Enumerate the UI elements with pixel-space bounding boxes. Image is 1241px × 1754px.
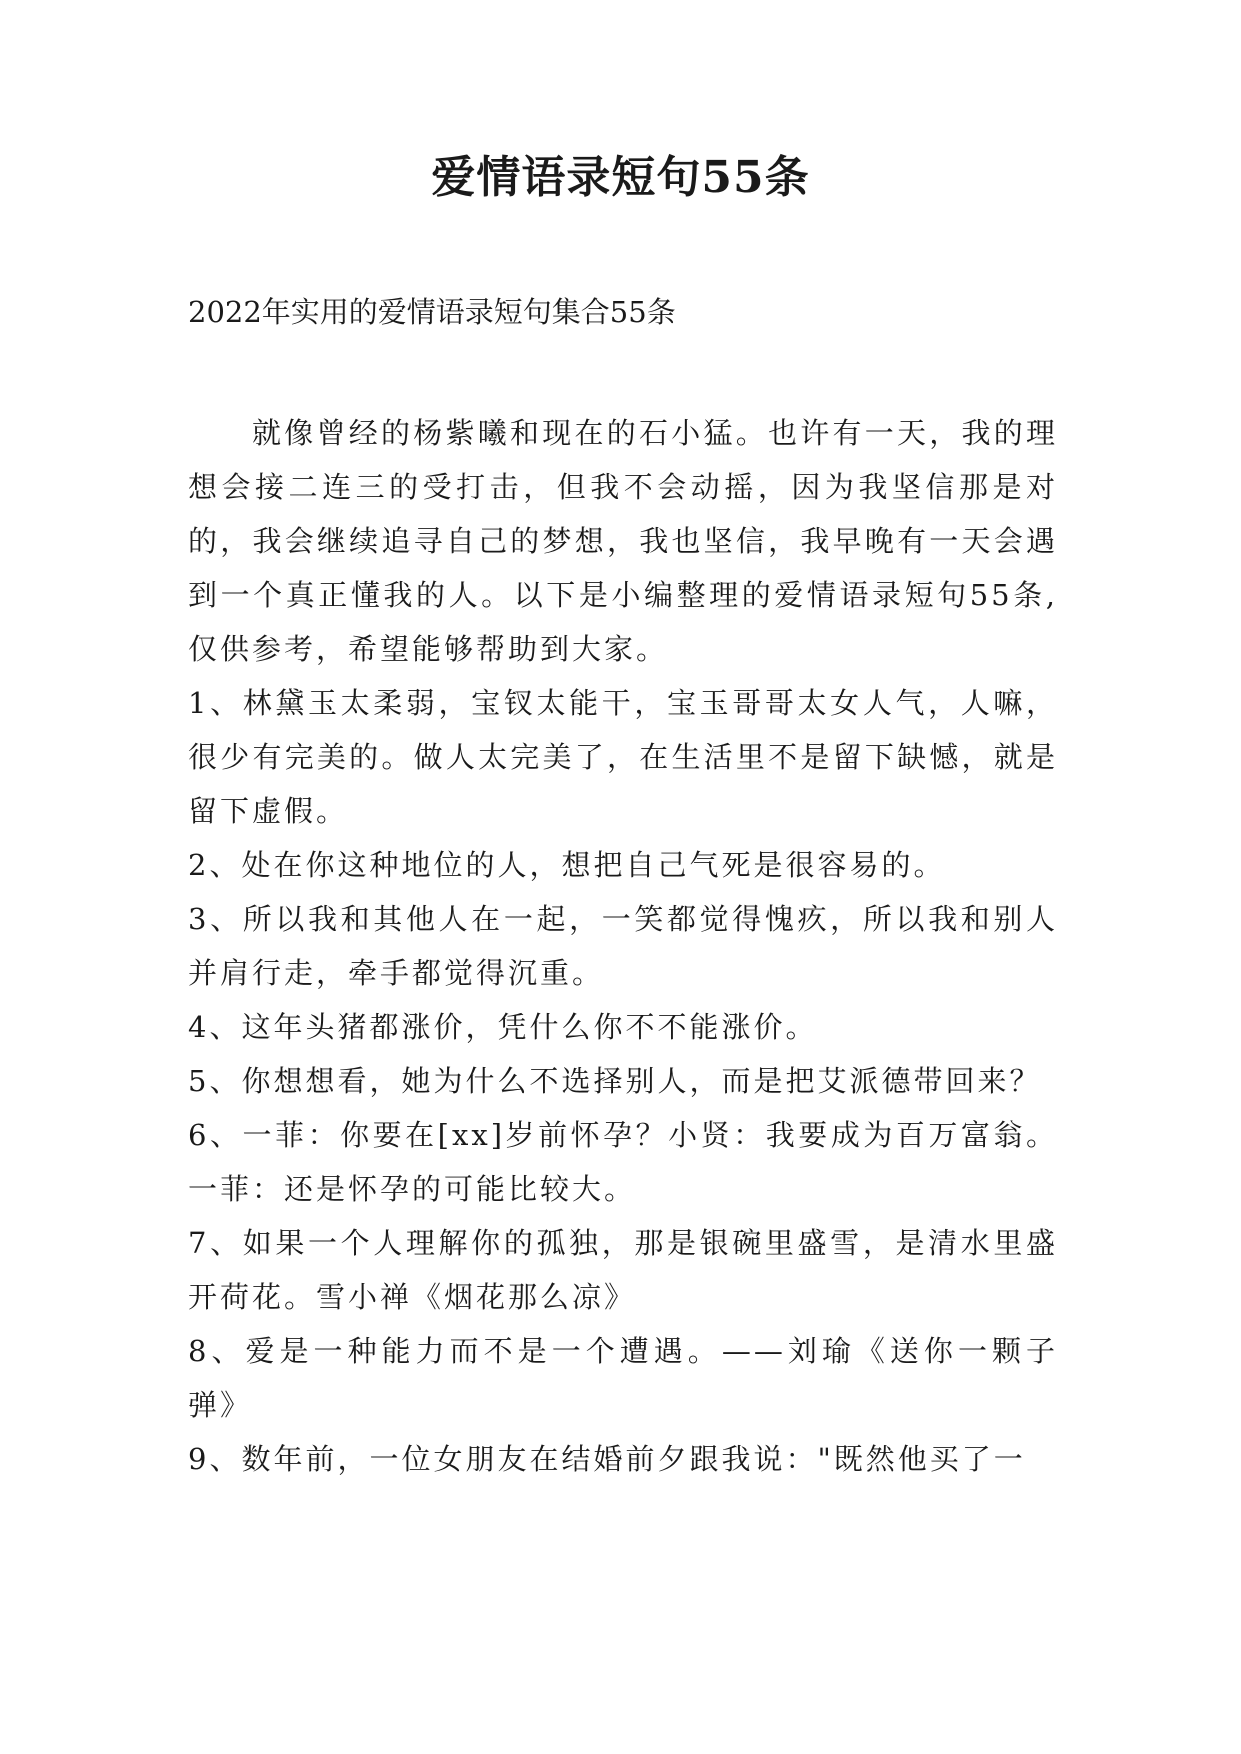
quote-item-7: 7、如果一个人理解你的孤独，那是银碗里盛雪，是清水里盛开荷花。雪小禅《烟花那么凉》 bbox=[188, 1226, 1058, 1314]
quote-item-3: 3、所以我和其他人在一起，一笑都觉得愧疚，所以我和别人并肩行走，牵手都觉得沉重。 bbox=[188, 902, 1058, 990]
quote-item-8: 8、爱是一种能力而不是一个遭遇。——刘瑜《送你一颗子弹》 bbox=[188, 1334, 1058, 1422]
intro-paragraph: 就像曾经的杨紫曦和现在的石小猛。也许有一天，我的理想会接二连三的受打击，但我不会动摇，因为我坚信那是对的，我会继续追寻自己的梦想，我也坚信，我早晚有一天会遇到一个真正懂我的人。以下是小编整理的爱情语录短句55条,仅供参考，希望能够帮助到大家。 bbox=[188, 416, 1058, 666]
quote-item-5: 5、你想想看，她为什么不选择别人，而是把艾派德带回来？ bbox=[188, 1064, 1042, 1098]
document-title: 爱情语录短句55条 bbox=[431, 152, 810, 203]
quote-item-2: 2、处在你这种地位的人，想把自己气死是很容易的。 bbox=[188, 848, 946, 882]
quote-item-1: 1、林黛玉太柔弱，宝钗太能干，宝玉哥哥太女人气，人嘛，很少有完美的。做人太完美了，在生活里不是留下缺憾，就是留下虚假。 bbox=[188, 686, 1058, 828]
quote-item-9: 9、数年前，一位女朋友在结婚前夕跟我说："既然他买了一 bbox=[188, 1442, 1026, 1476]
document-body bbox=[188, 406, 1058, 1486]
quote-item-4: 4、这年头猪都涨价，凭什么你不不能涨价。 bbox=[188, 1010, 818, 1044]
document-subtitle: 2022年实用的爱情语录短句集合55条 bbox=[188, 295, 676, 329]
quote-item-6: 6、一菲：你要在[xx]岁前怀孕？小贤：我要成为百万富翁。一菲：还是怀孕的可能比较大。 bbox=[188, 1118, 1058, 1206]
